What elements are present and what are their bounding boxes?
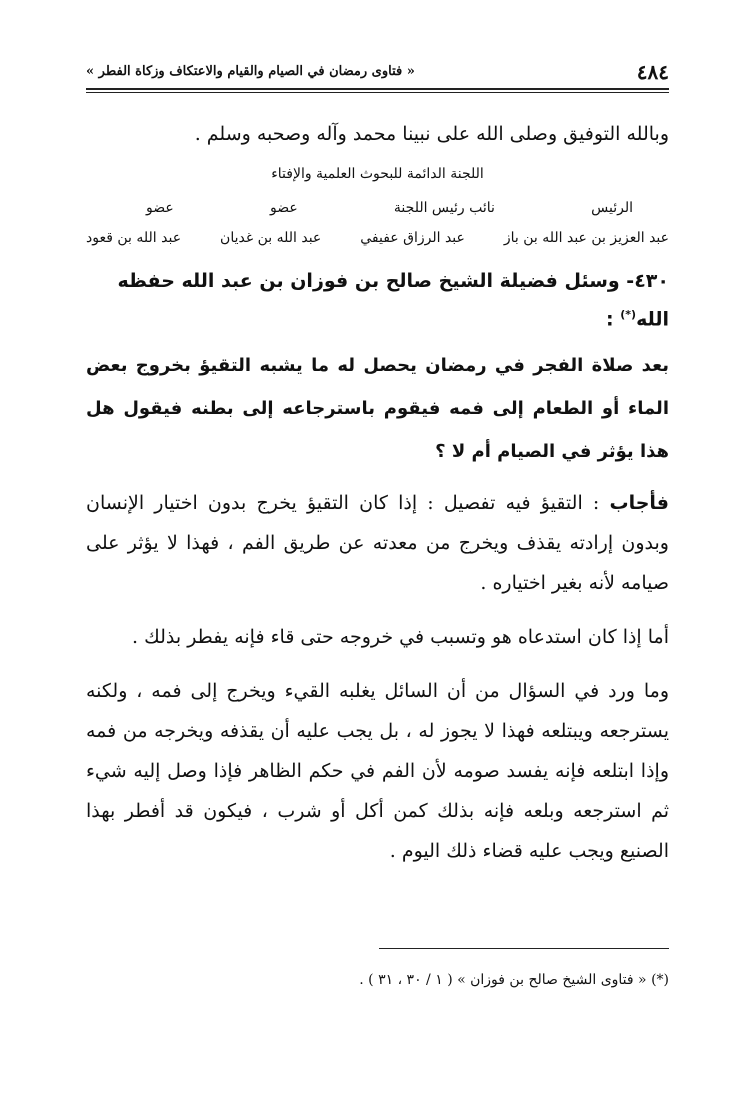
page-content — [86, 108, 669, 871]
answer-paragraph: أما إذا كان استدعاه هو وتسبب في خروجه حتى قاء فإنه يفطر بذلك . — [132, 626, 669, 649]
role-member: عضو — [146, 200, 174, 216]
answer-paragraph: وما ورد في السؤال من أن السائل يغلبه القيء ويخرج إلى فمه ، ولكنه يسترجعه ويبتلعه فهذا لا يجوز له ، بل يجب عليه أن يقذفه ويخرجه من فمه وإذا ابتلعه فإنه يفسد صومه لأن الفم في حكم الظاهر فإذا وصل إليه شيء ثم استرجعه وبلعه فإنه بذلك كمن أكل أو شرب ، فيكون قد أفطر بهذا الصنيع ويجب عليه قضاء ذلك اليوم . — [86, 680, 669, 863]
header-rule-thin — [86, 92, 669, 93]
footnote-marker: (*) — [620, 308, 637, 321]
answer-paragraph — [86, 483, 669, 603]
role-member: عضو — [269, 200, 298, 216]
signatory-name: عبد الله بن غديان — [220, 230, 322, 246]
signatory-name: عبد الرزاق عفيفي — [360, 230, 465, 246]
committee-name: اللجنة الدائمة للبحوث العلمية والإفتاء — [271, 166, 484, 182]
closing-line: وبالله التوفيق وصلى الله على نبينا محمد وآله وصحبه وسلم . — [194, 123, 669, 145]
question-heading-text: ٤٣٠- وسئل فضيلة الشيخ صالح بن فوزان بن عبد الله حفظه الله — [117, 270, 669, 331]
signatory-name: عبد العزيز بن عبد الله بن باز — [503, 230, 669, 246]
footnote: (*) « فتاوى الشيخ صالح بن فوزان » ( ١ / ٣٠ ، ٣١ ) . — [359, 972, 669, 988]
running-title: « فتاوى رمضان في الصيام والقيام والاعتكاف وزكاة الفطر » — [86, 64, 415, 79]
page-number: ٤٨٤ — [636, 60, 669, 84]
question-text: بعد صلاة الفجر في رمضان يحصل له ما يشبه التقيؤ بخروج بعض الماء أو الطعام إلى فمه فيقوم باسترجاعه إلى بطنه فيقول هل هذا يؤثر في الصيام أم لا ؟ — [86, 355, 669, 463]
header-rule — [86, 88, 669, 90]
role-chairman: الرئيس — [591, 200, 633, 216]
footnote-rule — [379, 948, 669, 949]
answer-lead: فأجاب — [609, 492, 669, 515]
answer-text: : التقيؤ فيه تفصيل : إذا كان التقيؤ يخرج بدون اختيار الإنسان وبدون إرادته يقذف ويخرج من معدته عن طريق الفم ، فهذا لا يؤثر على صيامه لأنه بغير اختياره . — [86, 492, 669, 595]
role-vice-chairman: نائب رئيس اللجنة — [393, 200, 495, 216]
signatory-name: عبد الله بن قعود — [86, 230, 182, 246]
signatory-names — [86, 226, 669, 250]
question-heading-colon: : — [606, 308, 621, 331]
page-header — [86, 60, 669, 84]
signatory-roles — [86, 196, 669, 220]
question-heading — [86, 264, 669, 336]
